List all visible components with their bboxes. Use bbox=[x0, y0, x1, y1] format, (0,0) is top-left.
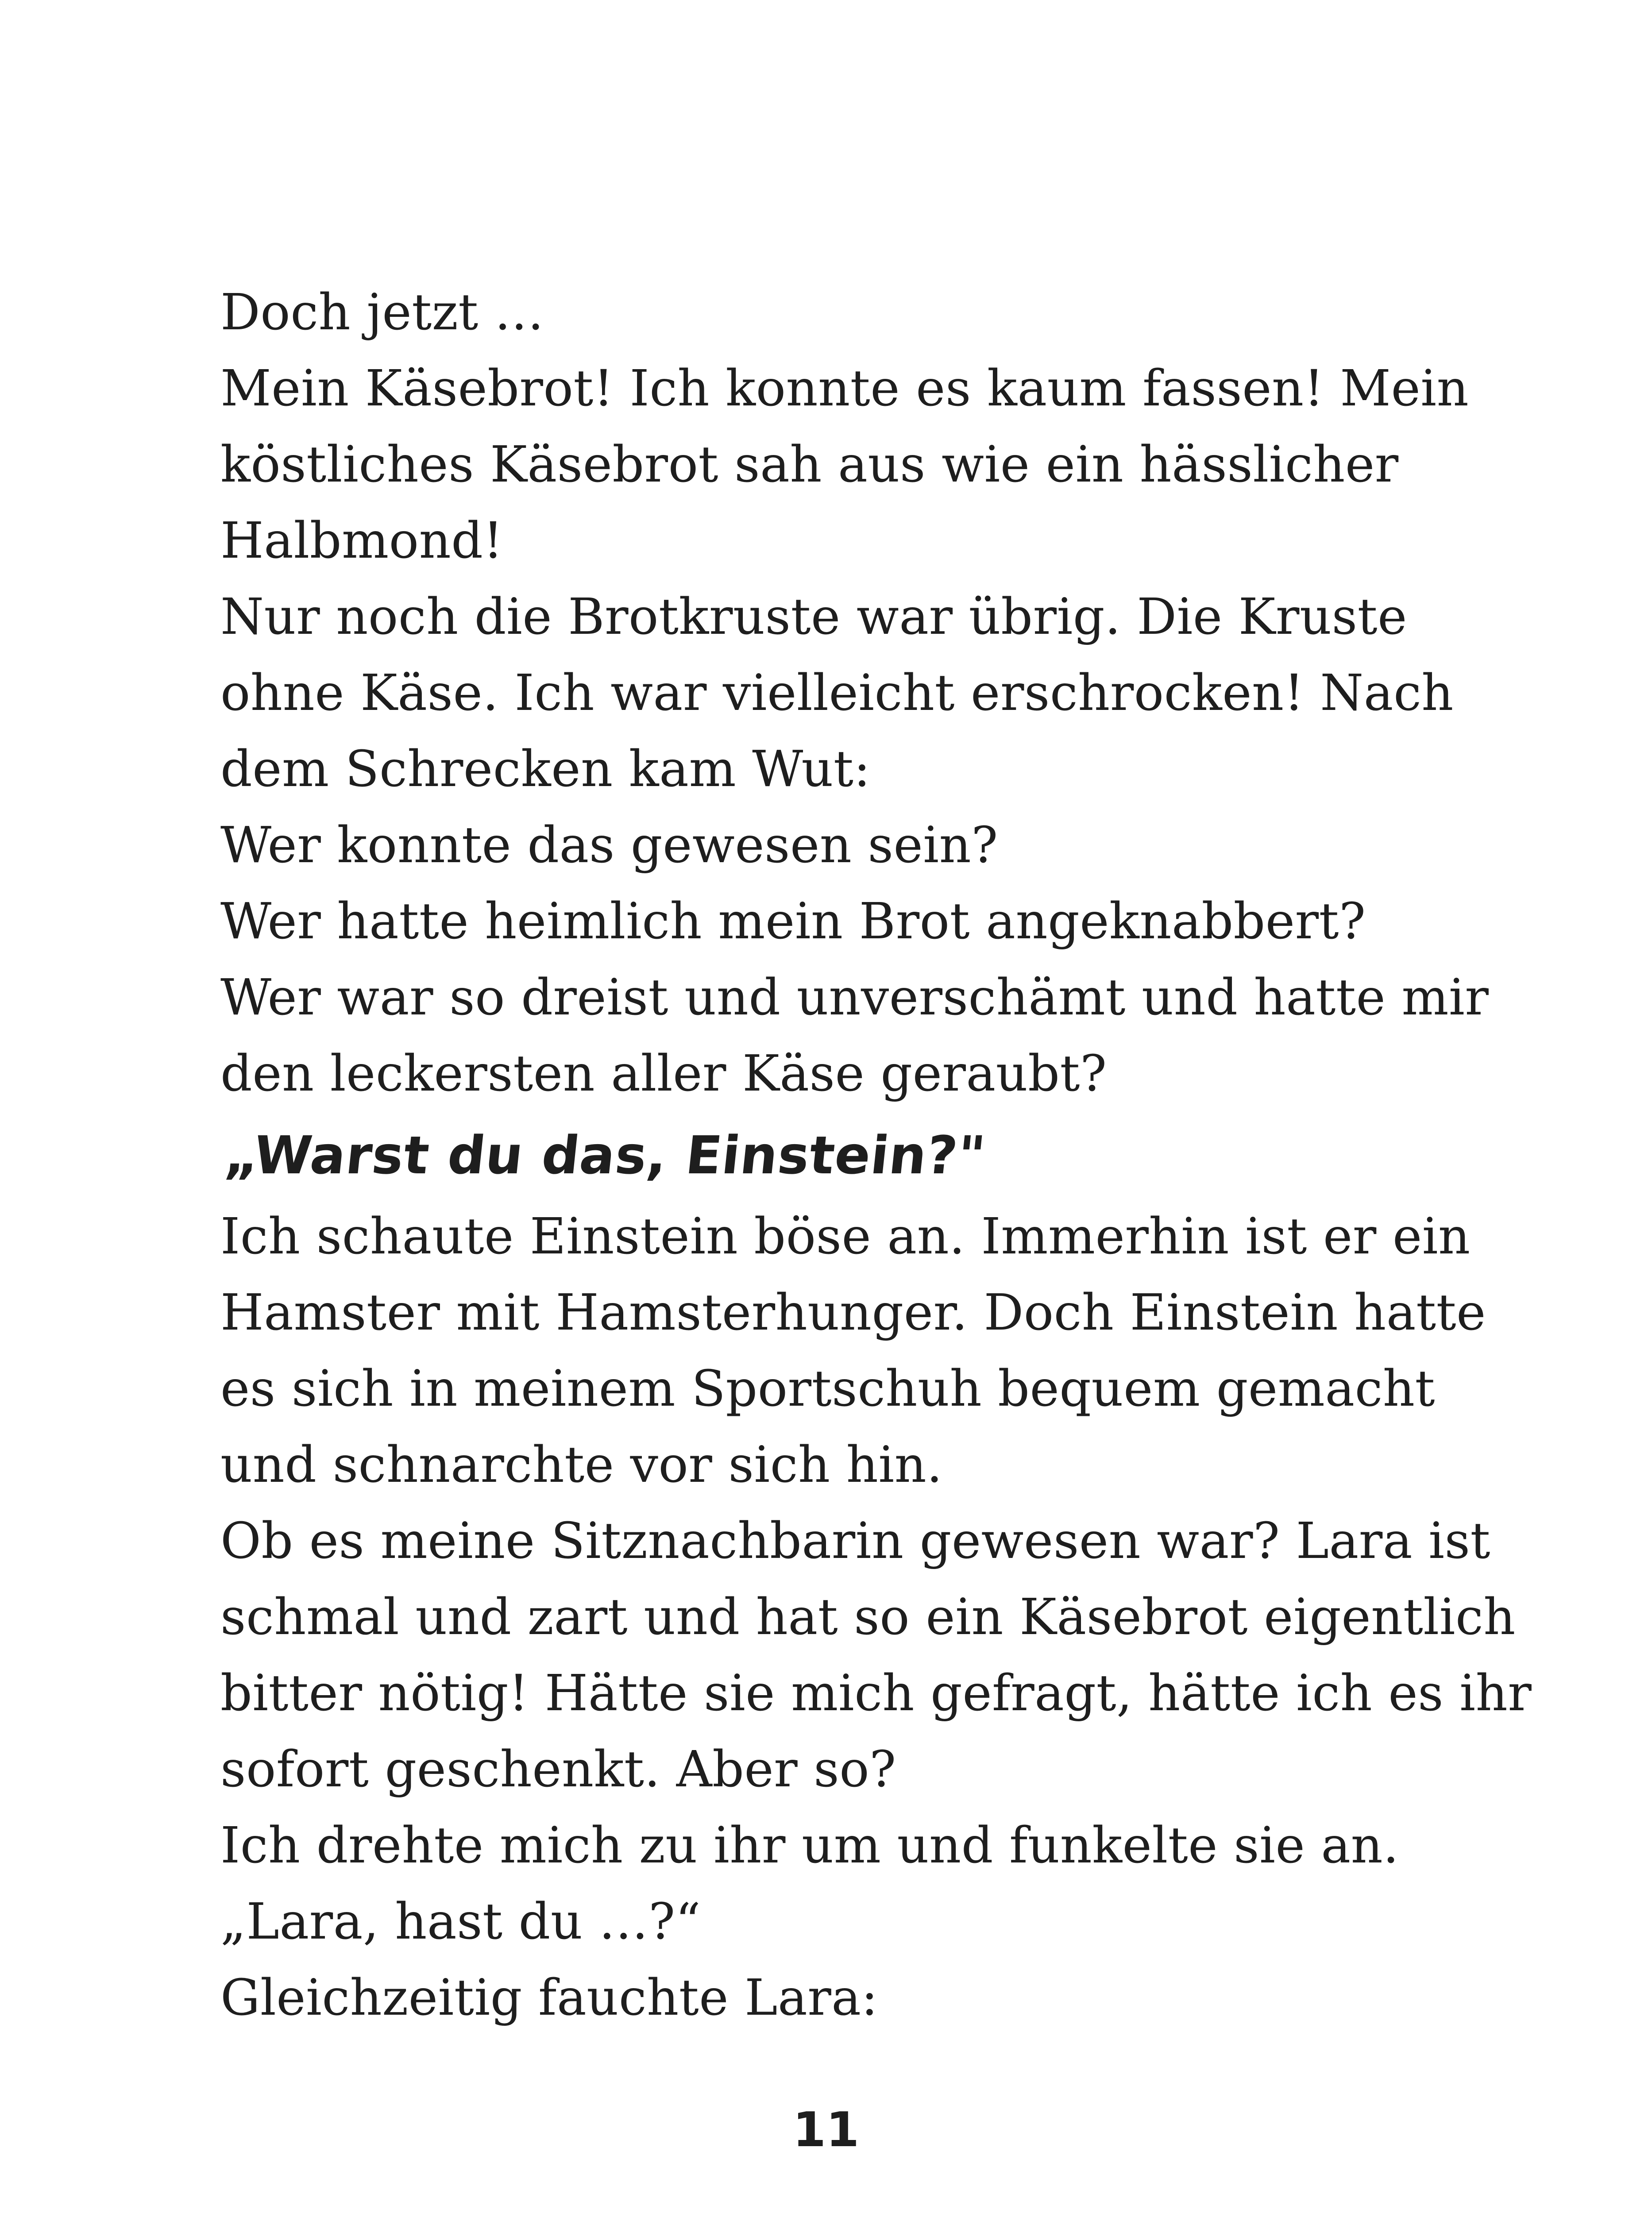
text-line: Ich schaute Einstein böse an. Immerhin ist er ein bbox=[220, 1208, 1471, 1265]
text-line: Mein Käsebrot! Ich konnte es kaum fassen! Mein bbox=[220, 360, 1469, 417]
text-line: Gleichzeitig fauchte Lara: bbox=[220, 1969, 878, 2027]
text-line: und schnarchte vor sich hin. bbox=[220, 1436, 943, 1494]
text-line: Doch jetzt … bbox=[220, 284, 544, 341]
text-line: dem Schrecken kam Wut: bbox=[220, 740, 871, 798]
text-line: Wer konnte das gewesen sein? bbox=[220, 817, 998, 874]
text-line: schmal und zart und hat so ein Käsebrot eigentlich bbox=[220, 1588, 1516, 1646]
text-line: köstliches Käsebrot sah aus wie ein hässlicher bbox=[220, 436, 1399, 493]
text-line: Wer war so dreist und unverschämt und hatte mir bbox=[220, 969, 1489, 1026]
text-line: den leckersten aller Käse geraubt? bbox=[220, 1045, 1107, 1103]
text-line: es sich in meinem Sportschuh bequem gemacht bbox=[220, 1360, 1436, 1418]
body-text bbox=[220, 274, 1532, 2036]
text-line: Halbmond! bbox=[220, 512, 503, 570]
text-line: Nur noch die Brotkruste war übrig. Die Kruste bbox=[220, 588, 1407, 646]
text-line: bitter nötig! Hätte sie mich gefragt, hätte ich es ihr bbox=[220, 1665, 1532, 1722]
page-number: 11 bbox=[792, 2102, 860, 2158]
text-line: ohne Käse. Ich war vielleicht erschrocken! Nach bbox=[220, 664, 1454, 722]
text-line: Hamster mit Hamsterhunger. Doch Einstein hatte bbox=[220, 1284, 1486, 1342]
text-line: Ich drehte mich zu ihr um und funkelte sie an. bbox=[220, 1817, 1399, 1874]
text-line: Wer hatte heimlich mein Brot angeknabbert? bbox=[220, 893, 1366, 950]
text-line: Ob es meine Sitznachbarin gewesen war? Lara ist bbox=[220, 1512, 1490, 1570]
dialogue-heading: „Warst du das, Einstein?" bbox=[222, 1125, 989, 1186]
text-line: sofort geschenkt. Aber so? bbox=[220, 1741, 896, 1798]
text-line: „Lara, hast du …?“ bbox=[220, 1893, 701, 1951]
